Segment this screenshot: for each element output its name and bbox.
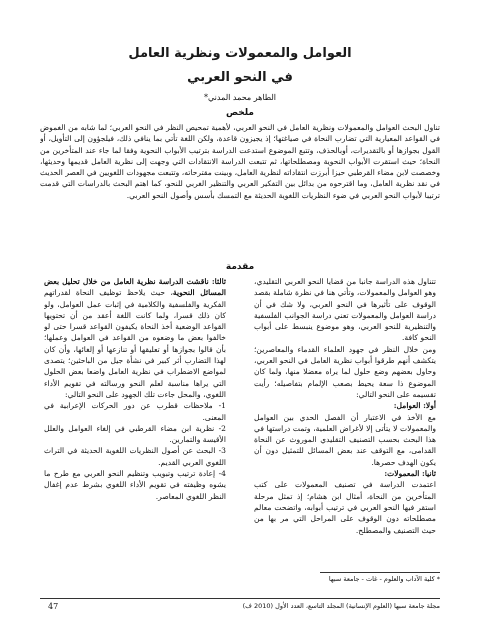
paper-title-line2: في النحو العربي — [187, 70, 293, 85]
theory-text: ، حيث يلاحظ توظيف النحاة لقدراتهم الفكرية والفلسفية والكلامية في إثبات عمل العوامل، ولو كان ذلك قسرا، ولما كانت اللغة أعقد من أن تحتويها القواعد الوضعية أخذ النحاة يكيفون القواعد قسرا حتى لو خالفوا بعض ما وضعوه من القواعد في العوامل وعملها؛ بأن قالوا بجوازها أو تعليقها أو تنازعها أو إلغائها، وأن كان لهذا التضارب أثر كبير في نشأة جيل من الباحثين؛ يتصدى لمواضع الاضطراب في نظرية العامل واضعا بعض الحلول التي يراها مناسبة لعلم النحو ورسالته في تقويم الأداء اللغوي، والمحل جاءت تلك الجهود على النحو التالي: — [44, 288, 226, 399]
approach-paragraph: ومن خلال النظر في جهود العلماء القدماء والمعاصرين؛ يتكشف أنهم طرقوا أبواب نظرية العامل في النحو العربي، وحاول بعضهم وضع حلول لما يراه معضلا منها، ولما كان الموضوع ذا سعة يحيط بصعب الإلمام بتفاصيله؛ رأيت تقسيمه على النحو التالي: — [254, 344, 436, 399]
abstract-heading: ملخص — [225, 108, 254, 118]
section-heading-governed: ثانيا: المعمولات: — [384, 469, 436, 479]
list-item: 3- البحث عن أصول النظريات اللغوية الحديثة في التراث اللغوي العربي القديم. — [44, 446, 226, 467]
page-number: 47 — [48, 602, 59, 611]
author-name: الطاهر محمد المدني* — [203, 93, 277, 102]
body-column-right — [254, 276, 436, 538]
section-heading-factors: أولا: العوامل: — [393, 401, 436, 411]
journal-footer: مجلة جامعة سبها (العلوم الإنسانية) المجلد التاسع، العدد الأول (2010 ف) — [242, 602, 440, 610]
list-item: 2- نظرية ابن مضاء القرطبي في إلغاء العوامل والعلل الأقيسة والتمارين. — [44, 423, 226, 445]
theory-paragraph — [44, 276, 226, 400]
author-affiliation-footnote: * كلية الآداب والعلوم - غات - جامعة سبها — [328, 575, 440, 583]
paper-title: العوامل والمعمولات ونظرية العامل — [128, 46, 352, 61]
list-item: 4- إعادة ترتيب وتبويب وتنظيم النحو العربي مع طرح ما يشوه وظيفته في تقويم الأداء اللغوي بشرط عدم إغفال النظر اللغوي المعاصر. — [44, 469, 226, 501]
abstract-text: تناول البحث العوامل والمعمولات ونظرية العامل في النحو العربي، لأهمية تمحيص النظر في النحو العربي؛ لما شابه من الغموض في القواعد المعيارية التي تضارب النحاة في صياغتها؛ إذ يجيزون قاعدة، ولكن اللغة تأتي بما ينافي ذلك، فيلجؤون إلى التأويل، أو القول بجوازها أو بالتقديرات، أوبالحذف، وتتبع الموضوع استدعت الدراسة بترتيب الأبواب النحوية وفقا لما جاء عند المتأخرين من النحاة؛ حيث استقرت الأبواب النحوية ومصطلحاتها، ثم تتبعت الدراسة الانتقادات التي وجهت إلى نظرية العامل قديمها وحديثها، وخصصت لابن مضاء القرطبي حيزا أبرزت انتقاداته لنظرية العامل، وبينت مقترحاته، وتتبعت مجهودات اللغويين في العصر الحديث في نقد نظرية العامل، وما اقترحوه من بدائل بين التفكير العربي والتنظير الغربي للنحو، كما اهتم البحث بالدراسات التي قدمت ترتيبا لأبواب النحو العربي في ضوء النظريات اللغوية الحديثة مع التمسك بأسس وأصول النحو العربي. — [40, 123, 440, 200]
footer-divider — [40, 598, 440, 599]
footnote-divider — [320, 572, 440, 573]
section-heading-theory: ثالثا: ناقشت الدراسة نظرية العامل من خلال تحليل بعض المسائل النحوية — [44, 277, 226, 298]
intro-paragraph: تتناول هذه الدراسة جانبا من قضايا النحو العربي التقليدي، وهو العوامل والمعمولات، وتأتي هنا في نظرة شاملة بقصد الوقوف على تأثيرها في النحو العربي، ولا شك في أن دراسة العوامل والمعمولات تعني دراسة الجوانب الفلسفية والتنظيرية للنحو العربي، وهو موضوع ينبسط على أبواب النحو كافة. — [254, 277, 436, 343]
governed-paragraph: اعتمدت الدراسة في تصنيف المعمولات على كتب المتأخرين من النحاة، أمثال ابن هشام؛ إذ تمثل مرحلة استقر فيها النحو العربي في ترتيب أبوابه، واتضحت معالم مصطلحاته دون الوقوف على المراحل التي مر بها من حيث التصنيف والمصطلح. — [254, 480, 436, 535]
list-item: 1- ملاحظات قطرب عن دور الحركات الإعرابية في المعنى. — [44, 401, 226, 422]
efforts-list — [44, 400, 226, 502]
body-column-left — [44, 276, 226, 538]
factors-paragraph: مع الأخذ في الاعتبار أن الفصل الحدي بين العوامل والمعمولات لا يتأتى إلا لأغراض العلمية، وتمت دراستها في هذا البحث بحسب التصنيف التقليدي الموروث عن النحاة القدامى، مع التوقف عند بعض المسائل للتمثيل دون أن يكون الهدف حصرها. — [254, 412, 436, 467]
introduction-heading: مقدمة — [225, 262, 255, 272]
